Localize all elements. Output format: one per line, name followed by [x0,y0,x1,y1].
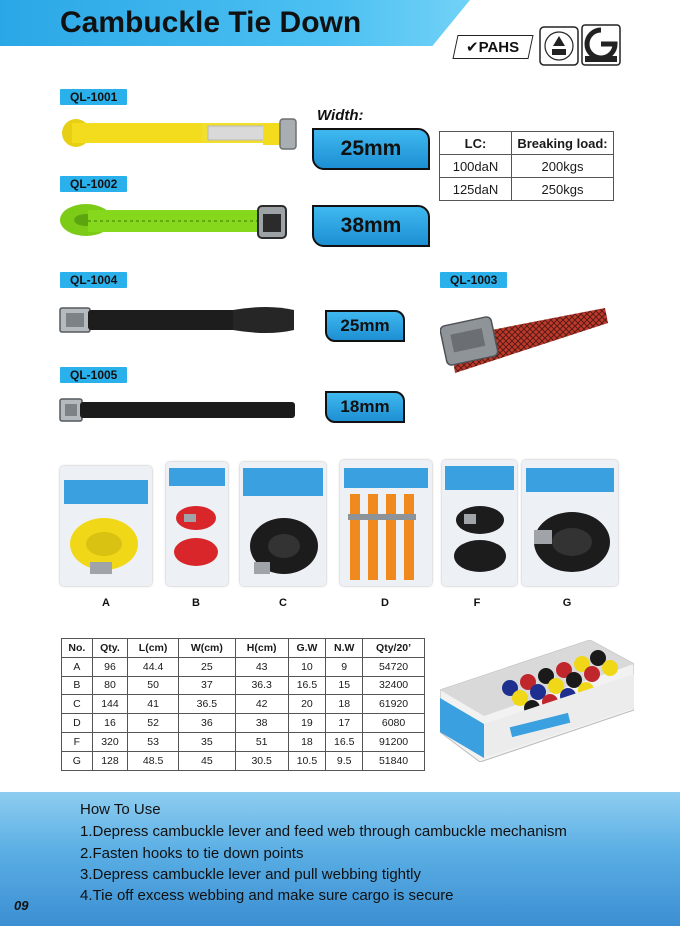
red-strap-image [440,293,610,378]
table-row [440,132,614,155]
column-header: H(cm) [235,639,288,658]
package-letter-c: C [279,597,287,609]
packaging-spec-table [61,638,425,771]
yellow-strap-image [58,115,303,157]
table-cell: 18 [326,695,363,714]
table-cell: 10.5 [288,751,326,770]
table-row [440,178,614,201]
table-cell: 38 [235,714,288,733]
lc-header: LC: [440,132,512,155]
tuv-certification-icon [539,26,579,66]
package-letter-g: G [562,597,572,609]
how-to-use-step-4: 4.Tie off excess webbing and make sure cargo is secure [80,887,454,904]
page-number: 09 [14,898,29,913]
package-letter-f: F [473,597,481,609]
table-cell: 36.3 [235,676,288,695]
width-badge-25mm-black: 25mm [325,310,405,342]
table-cell: G [62,751,93,770]
table-cell: 250kgs [512,178,614,201]
table-cell: 54720 [363,657,425,676]
model-label-ql-1005: QL-1005 [60,367,127,383]
how-to-use-step-2: 2.Fasten hooks to tie down points [80,845,304,862]
table-row [62,751,425,770]
table-cell: 9 [326,657,363,676]
table-row [62,732,425,751]
pahs-label: ✔PAHS [466,39,520,56]
table-cell: 45 [178,751,235,770]
table-cell: 17 [326,714,363,733]
model-label-ql-1001: QL-1001 [60,89,127,105]
package-f-image [442,460,517,586]
table-cell: 6080 [363,714,425,733]
table-cell: C [62,695,93,714]
table-cell: 144 [92,695,127,714]
table-cell: 15 [326,676,363,695]
table-cell: B [62,676,93,695]
table-cell: 36 [178,714,235,733]
table-cell: 36.5 [178,695,235,714]
table-cell: 48.5 [128,751,179,770]
table-cell: 25 [178,657,235,676]
column-header: L(cm) [128,639,179,658]
table-row [440,155,614,178]
how-to-use-step-3: 3.Depress cambuckle lever and pull webbing tightly [80,866,422,883]
width-badge-38mm: 38mm [312,205,430,247]
table-cell: 9.5 [326,751,363,770]
table-header-row [62,639,425,658]
table-cell: 18 [288,732,326,751]
pahs-certification-badge [452,35,533,59]
package-a-image [60,466,152,586]
model-label-ql-1003: QL-1003 [440,272,507,288]
column-header: W(cm) [178,639,235,658]
table-cell: 80 [92,676,127,695]
table-cell: 20 [288,695,326,714]
column-header: G.W [288,639,326,658]
table-cell: 42 [235,695,288,714]
table-cell: 52 [128,714,179,733]
column-header: Qty/20’ [363,639,425,658]
column-header: No. [62,639,93,658]
table-cell: 51840 [363,751,425,770]
width-title: Width: [317,107,364,124]
table-cell: 37 [178,676,235,695]
table-cell: F [62,732,93,751]
table-row [62,695,425,714]
table-cell: 200kgs [512,155,614,178]
table-cell: 16 [92,714,127,733]
table-cell: 61920 [363,695,425,714]
table-cell: 50 [128,676,179,695]
breaking-load-header: Breaking load: [512,132,614,155]
table-cell: 96 [92,657,127,676]
table-cell: 19 [288,714,326,733]
black-strap-18mm-image [58,393,303,427]
model-label-ql-1002: QL-1002 [60,176,127,192]
display-box-image [440,640,634,762]
width-badge-25mm: 25mm [312,128,430,170]
width-badge-18mm: 18mm [325,391,405,423]
table-cell: 51 [235,732,288,751]
gs-certification-icon [581,24,621,66]
page-title: Cambuckle Tie Down [60,6,362,39]
table-cell: D [62,714,93,733]
table-cell: A [62,657,93,676]
table-cell: 320 [92,732,127,751]
table-cell: 53 [128,732,179,751]
package-letter-b: B [192,597,200,609]
table-row [62,676,425,695]
package-g-image [522,460,618,586]
table-cell: 128 [92,751,127,770]
table-cell: 44.4 [128,657,179,676]
load-capacity-table [439,131,614,201]
table-cell: 100daN [440,155,512,178]
table-row [62,714,425,733]
column-header: Qty. [92,639,127,658]
table-cell: 91200 [363,732,425,751]
package-d-image [340,460,432,586]
package-b-image [166,462,228,586]
table-cell: 32400 [363,676,425,695]
table-cell: 125daN [440,178,512,201]
how-to-use-step-1: 1.Depress cambuckle lever and feed web through cambuckle mechanism [80,823,567,840]
table-cell: 16.5 [288,676,326,695]
table-cell: 43 [235,657,288,676]
green-strap-image [58,200,303,245]
package-letter-d: D [381,597,389,609]
how-to-use-title: How To Use [80,801,161,818]
table-cell: 16.5 [326,732,363,751]
table-cell: 30.5 [235,751,288,770]
black-strap-25mm-image [58,300,303,340]
model-label-ql-1004: QL-1004 [60,272,127,288]
table-row [62,657,425,676]
table-cell: 41 [128,695,179,714]
column-header: N.W [326,639,363,658]
package-letter-a: A [102,597,110,609]
package-c-image [240,462,326,586]
table-cell: 35 [178,732,235,751]
table-cell: 10 [288,657,326,676]
